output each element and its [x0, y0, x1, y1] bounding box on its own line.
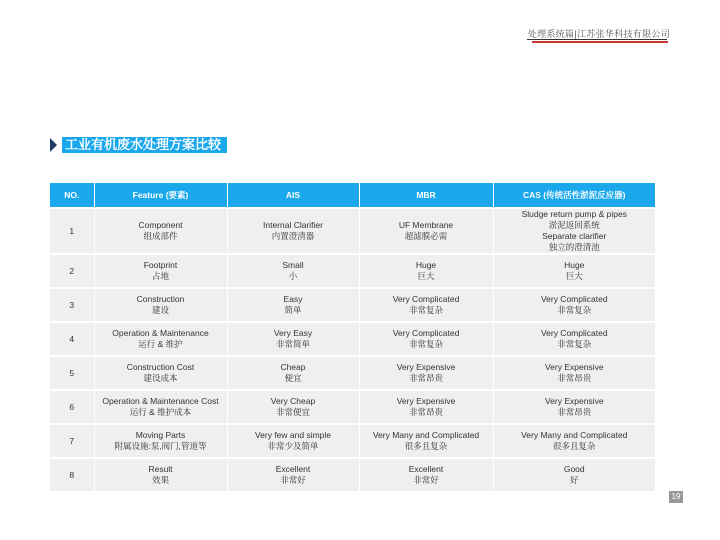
column-header-feature: Feature (要素) [94, 183, 227, 208]
cas-cell [493, 254, 655, 288]
cell-text: 非常复杂 [557, 305, 592, 315]
table-row [50, 322, 655, 356]
cell-text: 运行 & 维护成本 [129, 407, 192, 417]
table-row [50, 208, 655, 254]
cell-text: Very Complicated [392, 294, 460, 304]
cell-text: Very Expensive [544, 396, 604, 406]
row-number: 7 [50, 424, 94, 458]
feature-cell [94, 254, 227, 288]
arrow-icon [50, 138, 57, 152]
cell-text: Huge [564, 260, 585, 270]
cell-text: Very Many and Complicated [372, 430, 480, 440]
cas-cell [493, 208, 655, 254]
cell-text: Very Expensive [396, 362, 456, 372]
header-company: 处理系统篇|江苏张华科技有限公司 [527, 29, 670, 39]
cell-text: 简单 [284, 305, 302, 315]
feature-cell [94, 208, 227, 254]
cell-text: 占地 [151, 271, 169, 281]
cell-text: 巨大 [417, 271, 435, 281]
mbr-cell [359, 208, 493, 254]
cell-text: Easy [283, 294, 303, 304]
cell-text: 很多且复杂 [404, 441, 448, 451]
cell-text: Internal Clarifier [263, 220, 323, 230]
header-accent-line [532, 41, 668, 43]
cell-text: Construction Cost [126, 362, 195, 372]
cell-text: Separate clarifier [542, 231, 607, 241]
cell-text: Result [148, 464, 173, 474]
column-header-no: NO. [50, 183, 94, 208]
cell-text: Operation & Maintenance Cost [102, 396, 219, 406]
ais-cell [227, 458, 359, 491]
mbr-cell [359, 288, 493, 322]
ais-cell [227, 424, 359, 458]
mbr-cell [359, 390, 493, 424]
row-number: 6 [50, 390, 94, 424]
cell-text: Very Many and Complicated [521, 430, 628, 440]
ais-cell [227, 322, 359, 356]
cell-text: Excellent [408, 464, 444, 474]
cell-text: 超滤膜必需 [404, 231, 448, 241]
cell-text: 非常昂贵 [408, 373, 443, 383]
cas-cell [493, 390, 655, 424]
cell-text: Very Expensive [396, 396, 456, 406]
ais-cell [227, 390, 359, 424]
cell-text: 非常好 [413, 475, 439, 485]
cell-text: 建设 [151, 305, 169, 315]
mbr-cell [359, 254, 493, 288]
mbr-cell [359, 424, 493, 458]
cell-text: 运行 & 维护 [138, 339, 183, 349]
comparison-table [50, 183, 655, 491]
feature-cell [94, 390, 227, 424]
cell-text: 非常少及简单 [267, 441, 319, 451]
cell-text: 巨大 [565, 271, 583, 281]
cell-text: Good [563, 464, 585, 474]
cell-text: Construction [136, 294, 185, 304]
mbr-cell [359, 322, 493, 356]
page-number: 19 [669, 491, 683, 503]
cell-text: 建设成本 [143, 373, 178, 383]
cell-text: Sludge return pump & pipes [521, 209, 627, 219]
row-number: 4 [50, 322, 94, 356]
cell-text: 淤泥返回系统 [548, 220, 600, 230]
feature-cell [94, 458, 227, 491]
feature-cell [94, 356, 227, 390]
cell-text: 非常昂贵 [408, 407, 443, 417]
cell-text: Very Complicated [540, 328, 608, 338]
cell-text: 便宜 [284, 373, 302, 383]
cell-text: 小 [288, 271, 298, 281]
feature-cell [94, 424, 227, 458]
cell-text: 内置澄清器 [271, 231, 315, 241]
cell-text: 很多且复杂 [552, 441, 596, 451]
ais-cell [227, 208, 359, 254]
cell-text: Very Complicated [540, 294, 608, 304]
cell-text: Very Easy [273, 328, 313, 338]
mbr-cell [359, 458, 493, 491]
cell-text: 非常昂贵 [557, 407, 592, 417]
cell-text: 非常复杂 [557, 339, 592, 349]
ais-cell [227, 356, 359, 390]
cell-text: Very Cheap [270, 396, 316, 406]
cell-text: Huge [415, 260, 437, 270]
cell-text: 好 [569, 475, 579, 485]
row-number: 2 [50, 254, 94, 288]
cell-text: 效果 [151, 475, 169, 485]
header-divider [527, 39, 667, 40]
cell-text: 非常昂贵 [557, 373, 592, 383]
cell-text: Very Expensive [544, 362, 604, 372]
feature-cell [94, 322, 227, 356]
cell-text: Excellent [275, 464, 311, 474]
cell-text: 非常好 [280, 475, 306, 485]
cell-text: 非常便宜 [275, 407, 310, 417]
cas-cell [493, 458, 655, 491]
ais-cell [227, 254, 359, 288]
cell-text: 非常复杂 [408, 305, 443, 315]
table-row [50, 390, 655, 424]
cell-text: 独立的澄清池 [548, 242, 600, 252]
column-header-ais: AIS [227, 183, 359, 208]
cell-text: Footprint [143, 260, 178, 270]
row-number: 1 [50, 208, 94, 254]
row-number: 3 [50, 288, 94, 322]
cell-text: 组成部件 [143, 231, 178, 241]
table-row [50, 288, 655, 322]
table-row [50, 458, 655, 491]
cell-text: 附属设施:泵,阀门,管道等 [114, 441, 207, 451]
cell-text: Very Complicated [392, 328, 460, 338]
feature-cell [94, 288, 227, 322]
table-header-row [50, 183, 655, 208]
mbr-cell [359, 356, 493, 390]
cas-cell [493, 322, 655, 356]
column-header-mbr: MBR [359, 183, 493, 208]
section-title [50, 137, 227, 153]
cas-cell [493, 424, 655, 458]
cell-text: UF Membrane [398, 220, 454, 230]
cas-cell [493, 288, 655, 322]
row-number: 8 [50, 458, 94, 491]
cell-text: 非常简单 [275, 339, 310, 349]
ais-cell [227, 288, 359, 322]
cell-text: Very few and simple [254, 430, 332, 440]
cell-text: Moving Parts [135, 430, 186, 440]
cell-text: Small [282, 260, 304, 270]
cell-text: Cheap [280, 362, 306, 372]
page-title: 工业有机废水处理方案比较 [62, 137, 227, 153]
table-row [50, 356, 655, 390]
table-row [50, 254, 655, 288]
cell-text: Component [138, 220, 183, 230]
row-number: 5 [50, 356, 94, 390]
cas-cell [493, 356, 655, 390]
column-header-cas: CAS (传统活性淤泥反应器) [493, 183, 655, 208]
cell-text: 非常复杂 [408, 339, 443, 349]
table-row [50, 424, 655, 458]
cell-text: Operation & Maintenance [112, 328, 209, 338]
